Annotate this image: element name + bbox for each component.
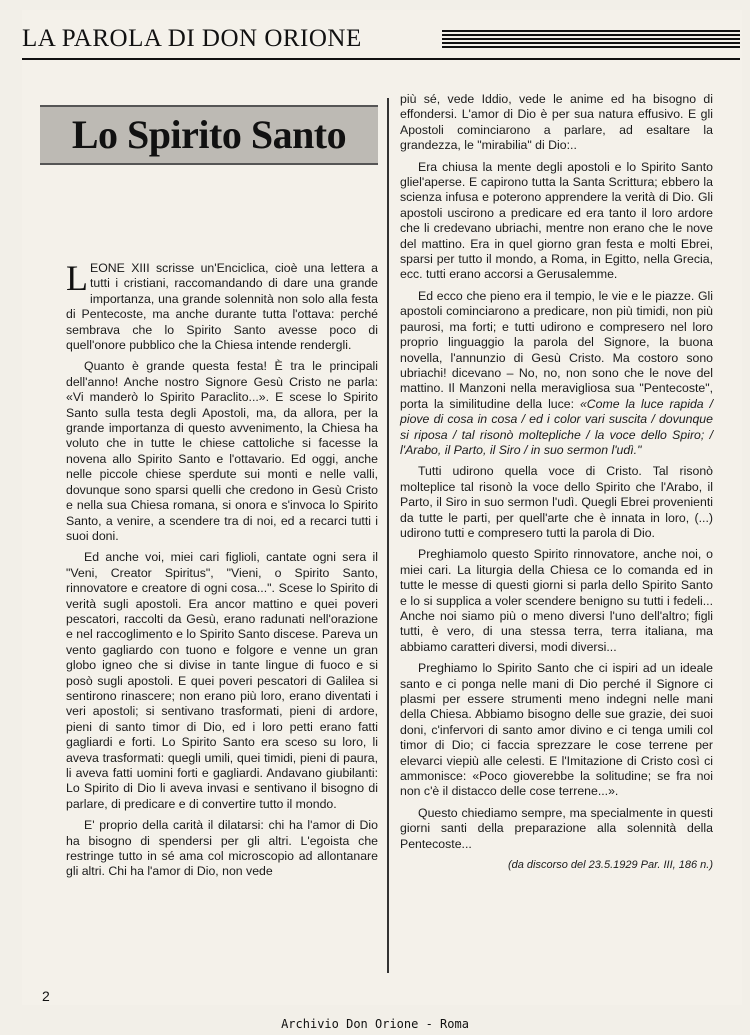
paragraph	[400, 289, 713, 458]
source-citation: (da discorso del 23.5.1929 Par. III, 186 n.)	[507, 859, 713, 872]
paragraph: Preghiamolo questo Spirito rinnovatore, anche noi, o miei cari. La liturgia della Chiesa ce lo comanda ed in tutte le messe di questi giorni si parla dello Spirito Santo e lo si supplica a voler scendere benigno su tutti i fedeli... Anche noi siamo più o meno diversi l'uno dell'altro; figli tutti, è vero, di una stessa terra, terra italiana, ma abbiamo caratteri diversi, modi diversi...	[400, 547, 713, 654]
article-title-box	[40, 105, 378, 165]
paragraph: Quanto è grande questa festa! È tra le principali dell'anno! Anche nostro Signore Gesù Cristo ne parla: «Vi manderò lo Spirito Paraclito...». E scese lo Spirito Santo sulla testa degli Apostoli, ma, da allora, per la grande importanza di questo avvenimento, la Chiesa ha voluto che in tutte le chiese cattoliche si facesse la novena allo Spirito Santo e l'ottavario. Ed oggi, anche nelle piccole chiese sperdute sui monti e nelle valli, dovunque sono sparsi quelli che credono in Gesù Cristo e nella sua Chiesa romana, si onora e s'invoca lo Spirito Santo, a venire, a scendere tra di noi, ed a recarci tutti i suoi doni.	[66, 359, 378, 543]
paragraph: Ed anche voi, miei cari figlioli, cantate ogni sera il "Veni, Creator Spiritus", "Vieni, o Spirito Santo, rinnovatore e creatore di ogni cosa...". Scese lo Spirito di verità sugli apostoli. Era ancor mattino e quei poveri pescatori, raccolti da Gesù, erano radunati nell'orazione e nel raccoglimento e lo Spirito Santo discese. Pareva un vento gagliardo con tuono e folgore e venne un gran globo igneo che si divise in tante lingue di fuoco e si posò sugli apostoli. E quei poveri pescatori di Galilea si sentirono rinascere; non erano più loro, erano diventati i veri apostoli; si sentivano trasformati, pieni di ardore, pieni di santo timor di Dio, ed i loro petti erano fatti gagliardi e forti. Lo Spirito Santo era sceso su loro, li aveva trasformati: quegli umili, quei timidi, pieni di paura, li aveva fatti uomini forti e gagliardi. Andavano giubilanti: Lo Spirito di Dio li aveva invasi e sentivano il bisogno di parlare, di predicare e di convertire tutto il mondo.	[66, 550, 378, 811]
paragraph-text: Ed ecco che pieno era il tempio, le vie e le piazze. Gli apostoli cominciarono a predicare, non più timidi, non più paurosi, ma forti; e tutti udirono e compresero nel loro proprio linguaggio la parola del Signore, la buona novella, l'annunzio di Gesù Cristo. Ma costoro sono ubriachi! dicevano – No, no, non sono che le nove del mattino. Il Manzoni nella meravigliosa sua "Pentecoste", porta la similitudine della luce:	[400, 288, 713, 411]
header-title: LA PAROLA DI DON ORIONE	[22, 25, 362, 52]
header	[22, 22, 740, 56]
paragraph: Preghiamo lo Spirito Santo che ci ispiri ad un ideale santo e ci ponga nelle mani di Dio perché il Signore ci plasmi per essere strumenti meno indegni nelle mani della Chiesa. Abbiamo bisogno delle sue grazie, dei suoi doni, c'infervori di santo amor divino e ci tenga umili col timor di Dio; ci faccia sprezzare le cose terrene per elevarci viepiù alle celesti. E l'Imitazione di Cristo così ci ammonisce: «Poco gioverebbe la solitudine; se fra noi non c'è il distacco delle cose terrene...».	[400, 661, 713, 799]
column-divider	[387, 98, 389, 973]
poem-quote: «Come la luce rapida / piove di cosa in cosa / ed i color vari suscita / dovunque si riposa / tal risonò moltepliche / la voce dello Spiro; / l'Arabo, il Parto, il Siro / in suo sermon l'udì."	[400, 396, 713, 457]
paragraph	[66, 258, 378, 353]
paragraph: E' proprio della carità il dilatarsi: chi ha l'amor di Dio ha bisogno di spendersi per gli altri. L'egoista che restringe tutto in sé ama col microscopio ad allontanare gli altri. Chi ha l'amor di Dio, non vede	[66, 818, 378, 879]
header-rule	[22, 58, 740, 60]
right-column	[400, 92, 713, 880]
paragraph: Era chiusa la mente degli apostoli e lo Spirito Santo gliel'aperse. E capirono tutta la Santa Scrittura; ebbero la scienza infusa e poterono apprendere la verità di Dio. Gli apostoli uscirono a predicare ed era tanto il loro ardore che li credevano ubriachi, mentre non erano che le nove del mattino. Era in quel giorno gran festa e molti Ebrei, sparsi per tutto il mondo, a Roma, in Egitto, nella Grecia, ecc. tutti erano accorsi a Gerusalemme.	[400, 159, 713, 282]
archive-footer: Archivio Don Orione - Roma	[281, 1017, 469, 1031]
article-title: Lo Spirito Santo	[71, 112, 347, 157]
header-decorative-lines	[442, 30, 740, 50]
drop-cap: L	[66, 258, 88, 298]
paragraph: Questo chiediamo sempre, ma specialmente in questi giorni santi della preparazione alla solennità della Pentecoste...	[400, 805, 713, 851]
paragraph-text: EONE XIII scrisse un'Enciclica, cioè una lettera a tutti i cristiani, raccomandando di dare una grande importanza, una grande solennità non solo alla festa di Pentecoste, ma anche durante tutta l'ottava: perché sembrava che lo Spirito Santo avesse poco di quell'onore pubblico che la Chiesa intende rendergli.	[66, 261, 378, 353]
left-column	[66, 258, 378, 886]
paragraph: Tutti udirono quella voce di Cristo. Tal risonò molteplice tal risonò la voce dello Spirito che l'Arabo, il Parto, il Siro in suo sermon l'udì. Quegli Ebrei provenienti da tutte le parti, per quell'arte che è innata in loro, (...) udirono tutti e compresero tutti la parola di Dio.	[400, 464, 713, 540]
paragraph-continuation: più sé, vede Iddio, vede le anime ed ha bisogno di effondersi. L'amor di Dio è per sua natura effusivo. E gli Apostoli cominciarono a parlare, ad esaltare la grandezza, le "mirabilia" di Dio:..	[400, 92, 713, 153]
page-number: 2	[42, 988, 50, 1004]
